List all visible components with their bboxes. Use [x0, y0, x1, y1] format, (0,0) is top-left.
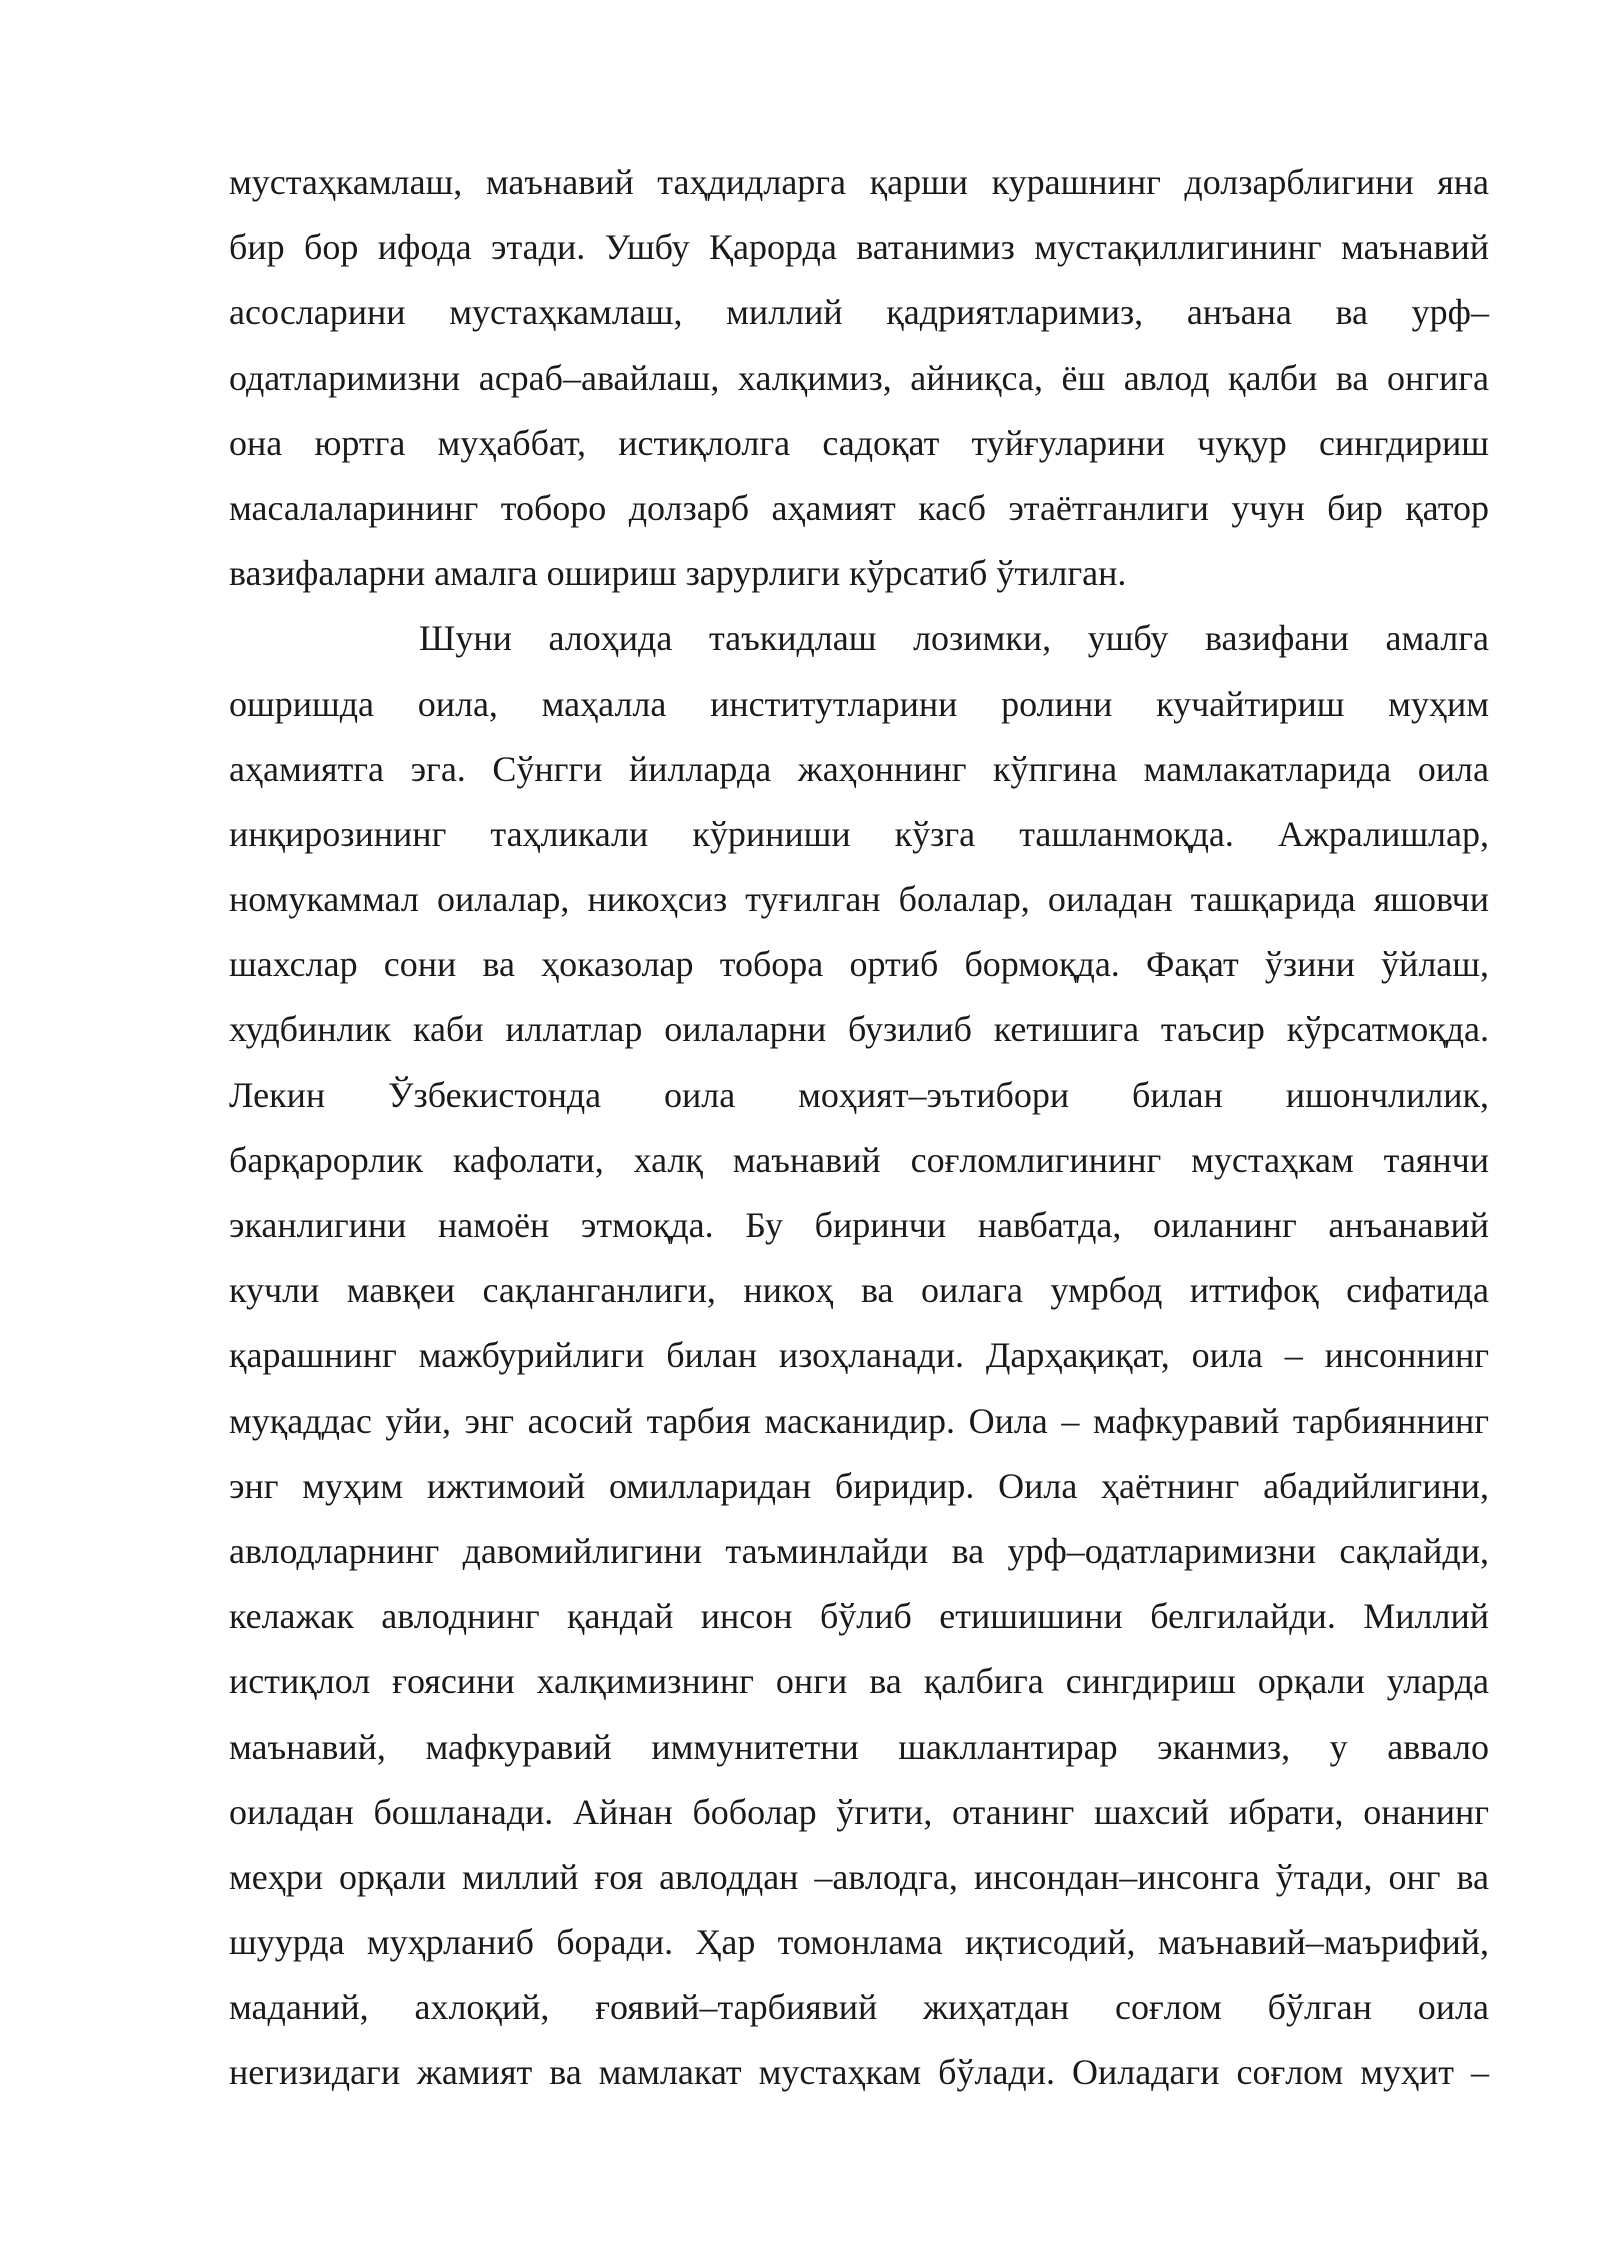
- text-line: масалаларининг тоборо долзарб аҳамият касб этаётганлиги учун бир қатор: [229, 487, 1489, 528]
- text-line: кучли мавқеи сақланганлиги, никоҳ ва оилага умрбод иттифоқ сифатида: [229, 1270, 1489, 1311]
- text-line: меҳри орқали миллий ғоя авлоддан –авлодга, инсондан–инсонга ўтади, онг ва: [229, 1856, 1489, 1897]
- text-line: келажак авлоднинг қандай инсон бўлиб етишишини белгилайди. Миллий: [229, 1596, 1489, 1637]
- text-line: она юртга муҳаббат, истиқлолга садоқат туйғуларини чуқур сингдириш: [229, 422, 1489, 463]
- text-line: бир бор ифода этади. Ушбу Қарорда ватанимиз мустақиллигининг маънавий: [229, 227, 1489, 268]
- body-text: [229, 150, 1489, 2106]
- text-line: шахслар сони ва ҳоказолар тобора ортиб бормоқда. Фақат ўзини ўйлаш,: [229, 944, 1489, 985]
- text-line: одатларимизни асраб–авайлаш, халқимиз, айниқса, ёш авлод қалби ва онгига: [229, 357, 1489, 398]
- text-line: оиладан бошланади. Айнан боболар ўгити, отанинг шахсий ибрати, онанинг: [229, 1791, 1489, 1832]
- text-line: аҳамиятга эга. Сўнгги йилларда жаҳоннинг кўпгина мамлакатларида оила: [229, 748, 1489, 789]
- text-line: Шуни алоҳида таъкидлаш лозимки, ушбу вазифани амалга: [419, 618, 1489, 659]
- text-line: маданий, ахлоқий, ғоявий–тарбиявий жиҳатдан соғлом бўлган оила: [229, 1987, 1489, 2028]
- text-line: инқирозининг таҳликали кўриниши кўзга ташланмоқда. Ажралишлар,: [229, 813, 1489, 854]
- text-line: маънавий, мафкуравий иммунитетни шакллантирар эканмиз, у аввало: [229, 1726, 1489, 1767]
- text-line: асосларини мустаҳкамлаш, миллий қадриятларимиз, анъана ва урф–: [229, 292, 1489, 333]
- text-line: энг муҳим ижтимоий омилларидан биридир. Оила ҳаётнинг абадийлигини,: [229, 1465, 1489, 1506]
- text-line: вазифаларни амалга ошириш зарурлиги кўрсатиб ўтилган.: [229, 553, 1127, 594]
- text-line: муқаддас уйи, энг асосий тарбия масканидир. Оила – мафкуравий тарбияннинг: [229, 1400, 1489, 1441]
- text-line: шуурда муҳрланиб боради. Ҳар томонлама иқтисодий, маънавий–маърифий,: [229, 1922, 1489, 1963]
- text-line: ошришда оила, маҳалла институтларини ролини кучайтириш муҳим: [229, 683, 1489, 724]
- text-line: худбинлик каби иллатлар оилаларни бузилиб кетишига таъсир кўрсатмоқда.: [229, 1009, 1489, 1050]
- text-line: эканлигини намоён этмоқда. Бу биринчи навбатда, оиланинг анъанавий: [229, 1205, 1489, 1245]
- text-line: авлодларнинг давомийлигини таъминлайди ва урф–одатларимизни сақлайди,: [229, 1530, 1489, 1571]
- text-line: мустаҳкамлаш, маънавий таҳдидларга қарши курашнинг долзарблигини яна: [229, 162, 1489, 202]
- text-line: қарашнинг мажбурийлиги билан изоҳланади. Дарҳақиқат, оила – инсоннинг: [229, 1335, 1489, 1376]
- text-line: истиқлол ғоясини халқимизнинг онги ва қалбига сингдириш орқали уларда: [229, 1661, 1489, 1702]
- text-line: барқарорлик кафолати, халқ маънавий соғломлигининг мустаҳкам таянчи: [229, 1139, 1489, 1180]
- text-line: негизидаги жамият ва мамлакат мустаҳкам бўлади. Оиладаги соғлом муҳит –: [229, 2052, 1489, 2093]
- text-line: Лекин Ўзбекистонда оила моҳият–эътибори билан ишончлилик,: [229, 1074, 1489, 1115]
- text-line: номукаммал оилалар, никоҳсиз туғилган болалар, оиладан ташқарида яшовчи: [229, 879, 1489, 920]
